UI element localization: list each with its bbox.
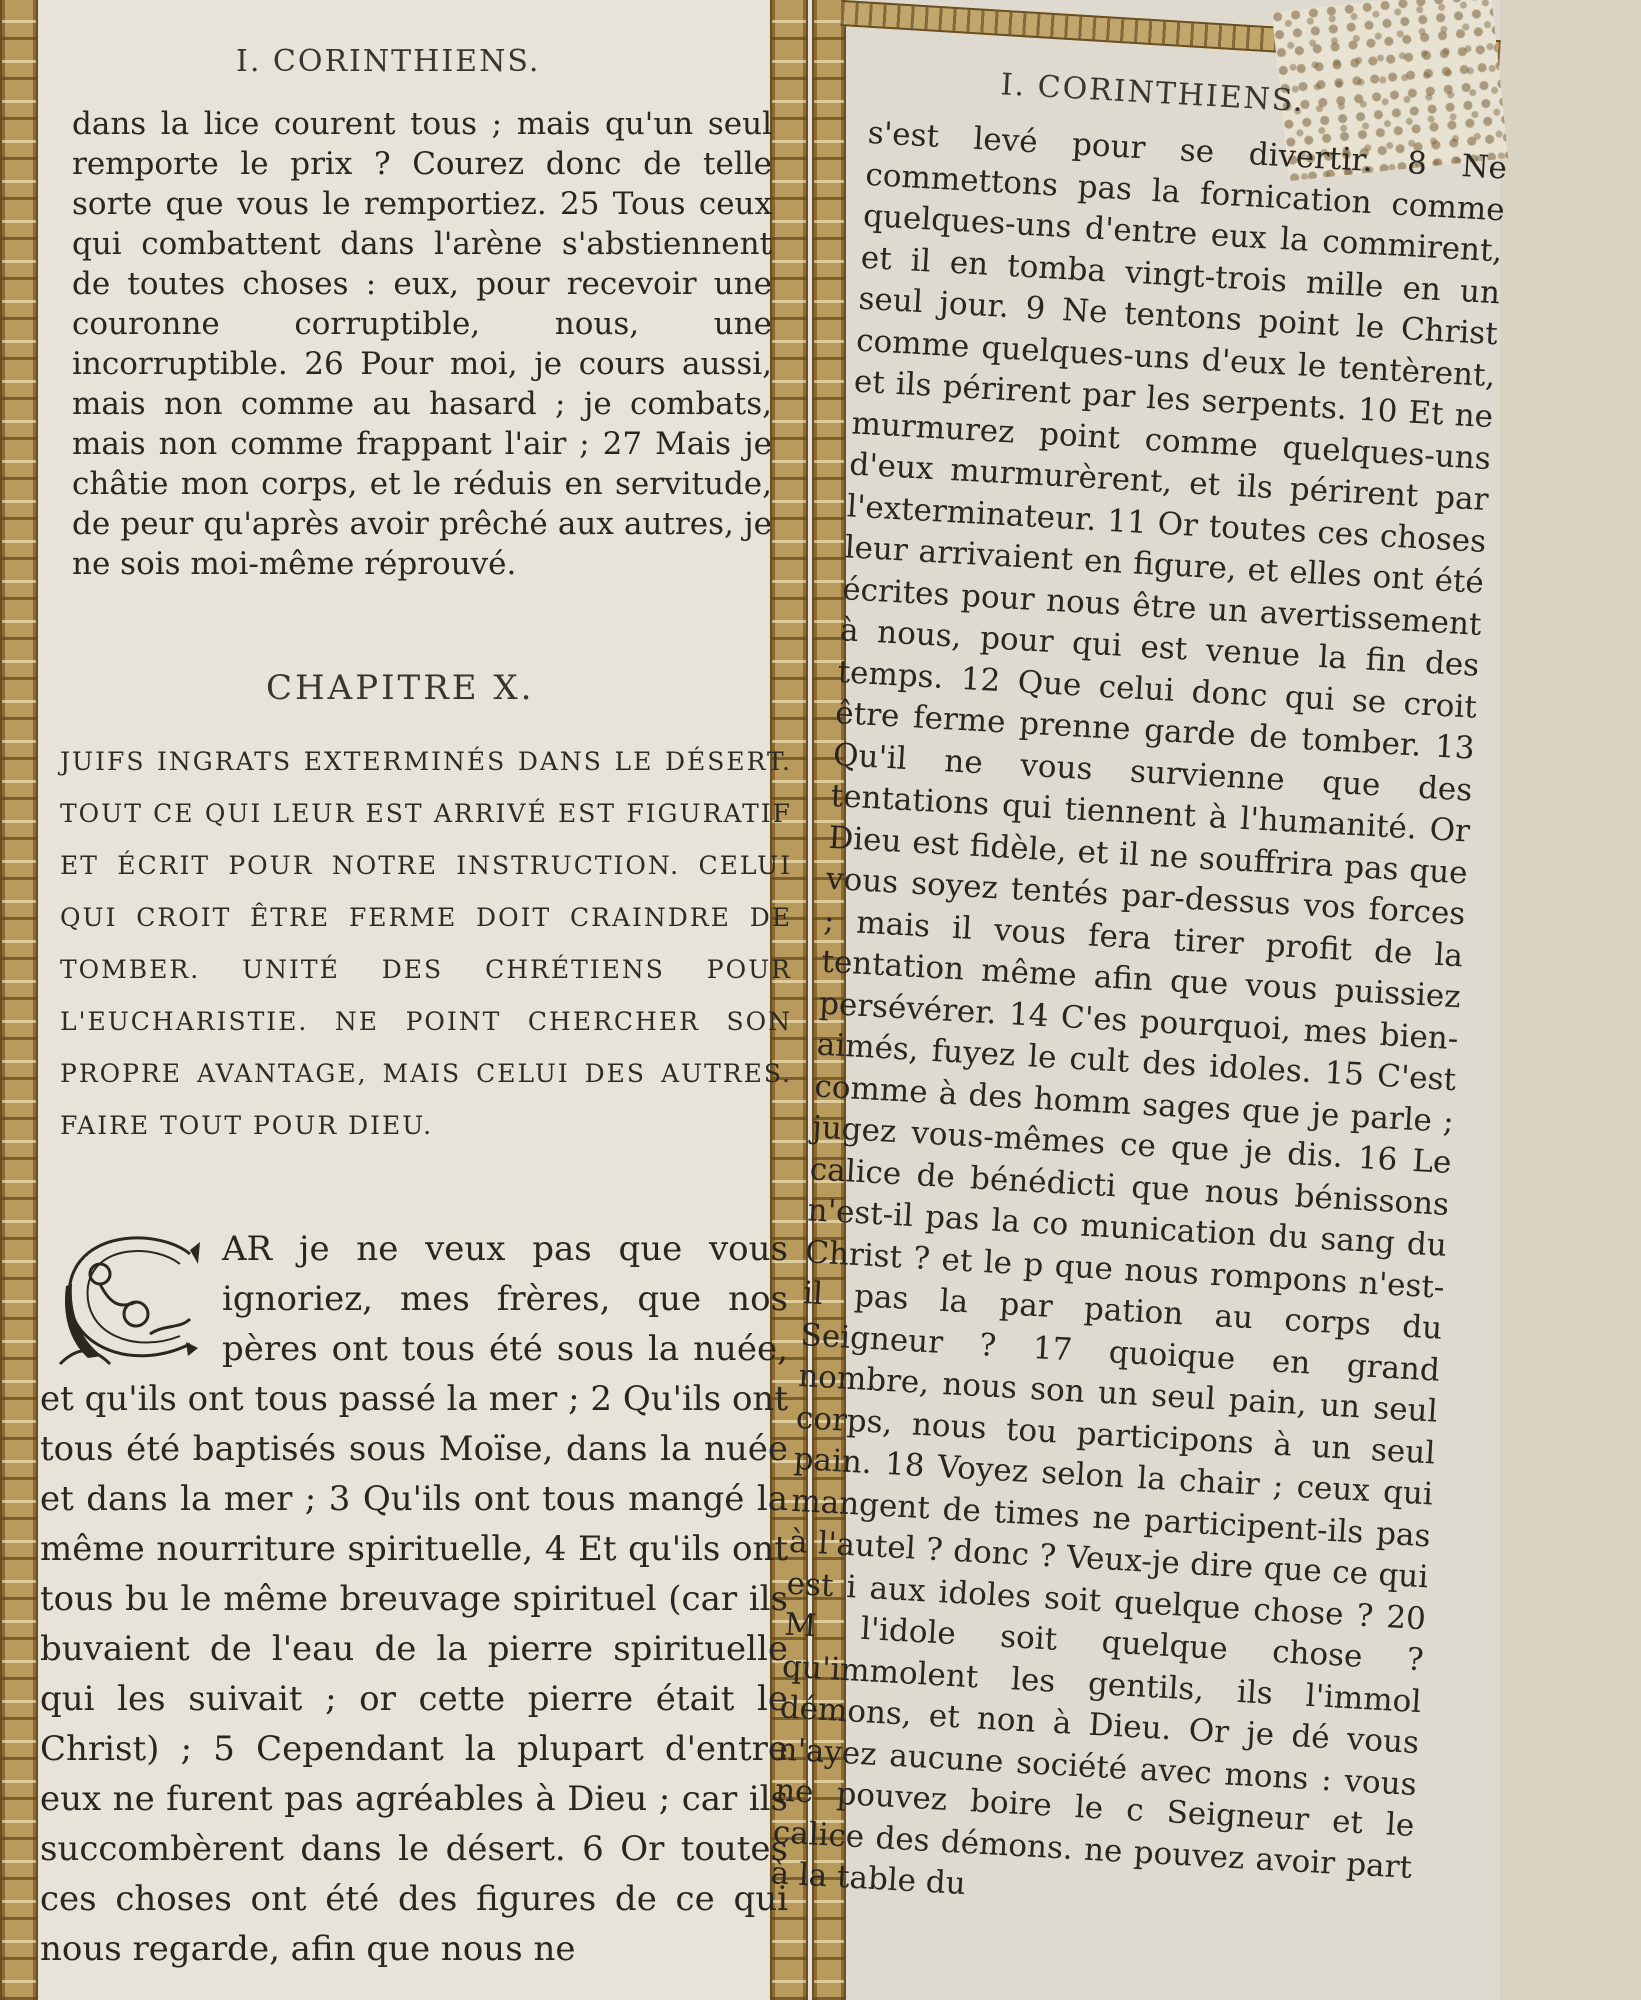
drop-cap-ornament bbox=[40, 1224, 208, 1374]
right-page bbox=[769, 0, 1508, 2000]
left-continuation-text: dans la lice courent tous ; mais qu'un seul remporte le prix ? Courez donc de telle sorte que vous le remportiez. 25 Tous ceux qui combattent dans l'arène s'abstiennent de toutes choses : eux, pour recevoir une couronne corruptible, nous, une incorruptible. 26 Pour moi, je cours aussi, mais non comme au hasard ; je combats, mais non comme frappant l'air ; 27 Mais je châtie mon corps, et le réduis en servitude, de peur qu'après avoir prêché aux autres, je ne sois moi-même réprouvé. bbox=[72, 106, 772, 582]
left-page bbox=[0, 0, 812, 2000]
chapter-body bbox=[40, 1224, 788, 1974]
left-outer-ornamental-border bbox=[0, 0, 38, 2000]
chapter-title: CHAPITRE X. bbox=[266, 668, 535, 708]
right-page-content bbox=[769, 60, 1511, 1930]
chapter-text: AR je ne veux pas que vous ignoriez, mes frères, que nos pères ont tous été sous la nuée, et qu'ils ont tous passé la mer ; 2 Qu'ils ont tous été baptisés sous Moïse, dans la nuée et dans la mer ; 3 Qu'ils ont tous mangé la même nourriture spirituelle, 4 Et qu'ils ont tous bu le même breuvage spirituel (car ils buvaient de l'eau de la pierre spirituelle qui les suivait ; or cette pierre était le Christ) ; 5 Cependant la plupart d'entre eux ne furent pas agréables à Dieu ; car ils succombèrent dans le désert. 6 Or toutes ces choses ont été des figures de ce qui nous regarde, afin que nous ne bbox=[40, 1229, 788, 1969]
drop-cap-c-icon bbox=[40, 1224, 208, 1374]
right-page-text: s'est levé pour se divertir. 8 Ne commettons pas la fornication comme quelques-uns d'entre eux la commirent, et il en tomba vingt-trois mille en un seul jour. 9 Ne tentons point le Christ comme quelques-uns d'eux le tentèrent, et ils périrent par les serpents. 10 Et ne murmurez point comme quelques-uns d'eux murmurèrent, et ils périrent par l'exterminateur. 11 Or toutes ces choses leur arrivaient en figure, et elles ont été écrites pour nous être un avertissement à nous, pour qui est venue la fin des temps. 12 Que celui donc qui se croit être ferme prenne garde de tomber. 13 Qu'il ne vous survienne que des tentations qui tiennent à l'humanité. Or Dieu est fidèle, et il ne souffrira pas que vous soyez tentés par-dessus vos forces ; mais il vous fera tirer profit de la tentation même afin que vous puissiez persévérer. 14 C'es pourquoi, mes bien-aimés, fuyez le cult des idoles. 15 C'est comme à des homm sages que je parle ; jugez vous-mêmes ce que je dis. 16 Le calice de bénédicti que nous bénissons n'est-il pas la co munication du sang du Christ ? et le p que nous rompons n'est-il pas la par pation au corps du Seigneur ? 17 quoique en grand nombre, nous son un seul pain, un seul corps, nous tou participons à un seul pain. 18 Voyez selon la chair ; ceux qui mangent de times ne participent-ils pas à l'autel ? donc ? Veux-je dire que ce qui est i aux idoles soit quelque chose ? 20 M l'idole soit quelque chose ? qu'immolent les gentils, ils l'immol démons, et non à Dieu. Or je dé vous n'ayez aucune société avec mons : vous ne pouvez boire le c Seigneur et le calice des démons. ne pouvez avoir part à la table du bbox=[769, 114, 1508, 1903]
chapter-summary: JUIFS INGRATS EXTERMINÉS DANS LE DÉSERT. TOUT CE QUI LEUR EST ARRIVÉ EST FIGURATIF ET ÉCRIT POUR NOTRE INSTRUCTION. CELUI QUI CROIT ÊTRE FERME DOIT CRAINDRE DE TOMBER. UNITÉ DES CHRÉTIENS POUR L'EUCHARISTIE. NE POINT CHERCHER SON PROPRE AVANTAGE, MAIS CELUI DES AUTRES. FAIRE TOUT POUR DIEU. bbox=[60, 747, 792, 1140]
left-running-head: I. CORINTHIENS. bbox=[236, 44, 541, 79]
right-running-head: I. CORINTHIENS. bbox=[999, 67, 1306, 120]
